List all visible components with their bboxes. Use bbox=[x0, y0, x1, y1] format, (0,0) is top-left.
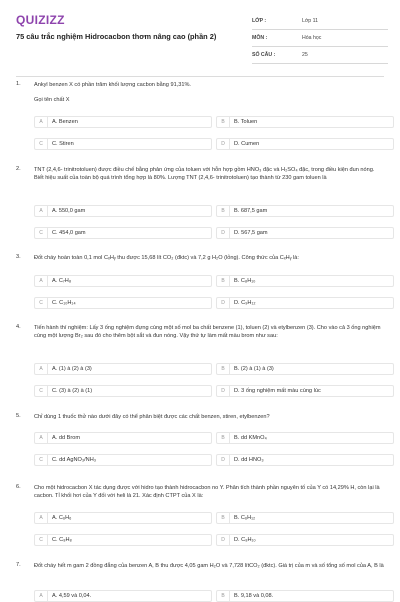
option-c[interactable] bbox=[34, 297, 212, 309]
option-letter: C bbox=[35, 139, 48, 149]
option-letter: D bbox=[217, 298, 230, 308]
question-number: 7. bbox=[16, 562, 21, 568]
option-c[interactable] bbox=[34, 534, 212, 546]
option-a[interactable] bbox=[34, 205, 212, 217]
option-text: B. (2) à (1) à (3) bbox=[234, 366, 274, 372]
question-text: TNT (2,4,6- trinitrotoluen) được điều chế bằng phản ứng của toluen với hỗn hợp gồm HNO₃ đặc và H₂SO₄ đặc, trong điều kiện đun nóng. Biết hiệu suất của toàn bộ quá trình tổng hợp là 80%. Lượng TNT (2,4,6- trinitrotoluen) tạo thành từ 230 gam toluen là bbox=[34, 167, 375, 182]
meta-value: Hóa học bbox=[302, 35, 322, 41]
option-c[interactable] bbox=[34, 454, 212, 466]
option-letter: A bbox=[35, 117, 48, 127]
meta-row-count bbox=[252, 47, 388, 64]
option-text: B. C₈H₁₀ bbox=[234, 278, 256, 284]
option-c[interactable] bbox=[34, 385, 212, 397]
option-d[interactable] bbox=[216, 227, 394, 239]
question-subtext: Gọi tên chất X bbox=[34, 97, 70, 103]
option-b[interactable] bbox=[216, 512, 394, 524]
question-text: Cho một hidrocacbon X tác dụng được với hidro tạo thành hidrocacbon no Y. Phân tích thành phần nguyên tố của Y có 14,29% H, còn lại là cacbon. Tỉ khối hơi của Y đối với heli là 21. Xác định CTPT của X là: bbox=[34, 485, 380, 500]
option-text: B. Toluen bbox=[234, 119, 258, 125]
option-text: A. (1) à (2) à (3) bbox=[52, 366, 92, 372]
question-text: Tiến hành thí nghiệm: Lấy 3 ống nghiệm đựng cùng một số mol ba chất benzene (1), toluen (2) và etylbenzen (3). Cho vào cả 3 ống nghiệm cùng một lượng Br₂ sau đó cho thêm bột sắt và đun nóng. Vậy thứ tự làm mất màu brom như sau: bbox=[34, 325, 381, 340]
option-text: A. Benzen bbox=[52, 119, 78, 125]
option-letter: B bbox=[217, 433, 230, 443]
option-text: C. C₁₀H₁₄ bbox=[52, 300, 76, 306]
option-d[interactable] bbox=[216, 534, 394, 546]
question-text: Chỉ dùng 1 thuốc thử nào dưới đây có thể phân biệt được các chất benzen, stiren, etylbenzen? bbox=[34, 414, 270, 420]
meta-value: 25 bbox=[302, 52, 308, 58]
question-number: 1. bbox=[16, 81, 21, 87]
question-text: Đốt cháy hoàn toàn 0,1 mol CₓHᵧ thu được 15,68 lít CO₂ (đktc) và 7,2 g H₂O (lỏng). Công thức của CₓHᵧ là: bbox=[34, 255, 299, 261]
option-letter: C bbox=[35, 535, 48, 545]
question-number: 2. bbox=[16, 166, 21, 172]
option-a[interactable] bbox=[34, 432, 212, 444]
option-b[interactable] bbox=[216, 205, 394, 217]
option-letter: D bbox=[217, 139, 230, 149]
meta-label: MÔN : bbox=[252, 35, 268, 41]
option-text: C. 454,0 gam bbox=[52, 230, 86, 236]
option-d[interactable] bbox=[216, 297, 394, 309]
option-letter: B bbox=[217, 513, 230, 523]
option-text: D. C₉H₁₂ bbox=[234, 300, 256, 306]
option-letter: A bbox=[35, 433, 48, 443]
worksheet-header bbox=[0, 0, 400, 70]
option-text: B. 9,18 và 0,08. bbox=[234, 593, 274, 599]
option-letter: A bbox=[35, 206, 48, 216]
question-text: Ankyl benzen X có phần trăm khối lượng cacbon bằng 91,31%. bbox=[34, 82, 191, 88]
option-letter: A bbox=[35, 513, 48, 523]
meta-value: Lớp 11 bbox=[302, 18, 318, 24]
question-5 bbox=[16, 413, 390, 473]
meta-label: SỐ CÂU : bbox=[252, 52, 276, 58]
question-number: 4. bbox=[16, 324, 21, 330]
option-letter: B bbox=[217, 276, 230, 286]
option-text: D. 3 ống nghiệm mất màu cùng lúc bbox=[234, 388, 321, 394]
option-letter: C bbox=[35, 455, 48, 465]
option-text: C. dd AgNO₃/NH₃ bbox=[52, 457, 97, 463]
option-text: A. dd Brom bbox=[52, 435, 80, 441]
question-text: Đốt cháy hết m gam 2 đồng đẳng của benzen A, B thu được 4,05 gam H₂O và 7,728 lítCO₂ (đktc). Giá trị của m và số tổng số mol của A, B là bbox=[34, 563, 384, 569]
option-text: A. 4,59 và 0,04. bbox=[52, 593, 92, 599]
option-letter: A bbox=[35, 591, 48, 601]
question-1 bbox=[16, 81, 390, 161]
option-d[interactable] bbox=[216, 385, 394, 397]
question-2 bbox=[16, 166, 390, 246]
option-letter: C bbox=[35, 386, 48, 396]
option-b[interactable] bbox=[216, 275, 394, 287]
option-text: A. C₆H₆ bbox=[52, 515, 72, 521]
question-6 bbox=[16, 484, 390, 552]
option-letter: B bbox=[217, 364, 230, 374]
question-number: 3. bbox=[16, 254, 21, 260]
meta-row-subject bbox=[252, 30, 388, 47]
meta-row-grade bbox=[252, 13, 388, 30]
option-letter: D bbox=[217, 386, 230, 396]
option-letter: A bbox=[35, 364, 48, 374]
question-number: 6. bbox=[16, 484, 21, 490]
option-a[interactable] bbox=[34, 275, 212, 287]
option-b[interactable] bbox=[216, 432, 394, 444]
option-text: D. Cumen bbox=[234, 141, 260, 147]
option-b[interactable] bbox=[216, 116, 394, 128]
option-b[interactable] bbox=[216, 363, 394, 375]
document-title: 75 câu trắc nghiệm Hidrocacbon thơm nâng cao (phần 2) bbox=[16, 32, 217, 41]
option-text: B. 687,5 gam bbox=[234, 208, 268, 214]
option-text: C. Stiren bbox=[52, 141, 74, 147]
option-letter: A bbox=[35, 276, 48, 286]
option-text: C. C₈H₈ bbox=[52, 537, 72, 543]
header-divider bbox=[16, 76, 384, 77]
option-text: D. dd HNO₃ bbox=[234, 457, 264, 463]
question-3 bbox=[16, 254, 390, 324]
option-letter: D bbox=[217, 535, 230, 545]
option-d[interactable] bbox=[216, 138, 394, 150]
option-a[interactable] bbox=[34, 116, 212, 128]
option-text: B. C₆H₁₂ bbox=[234, 515, 256, 521]
option-text: B. dd KMnO₄ bbox=[234, 435, 267, 441]
option-letter: B bbox=[217, 591, 230, 601]
option-text: A. C₇H₈ bbox=[52, 278, 72, 284]
option-text: A. 550,0 gam bbox=[52, 208, 86, 214]
option-letter: B bbox=[217, 206, 230, 216]
option-letter: B bbox=[217, 117, 230, 127]
question-7 bbox=[16, 562, 390, 600]
meta-label: LỚP : bbox=[252, 18, 267, 24]
option-text: C. (3) à (2) à (1) bbox=[52, 388, 93, 394]
option-text: D. C₈H₁₀ bbox=[234, 537, 256, 543]
option-b[interactable] bbox=[216, 590, 394, 602]
quizizz-logo[interactable]: QUIZIZZ bbox=[16, 13, 65, 27]
option-letter: D bbox=[217, 228, 230, 238]
option-d[interactable] bbox=[216, 454, 394, 466]
option-letter: D bbox=[217, 455, 230, 465]
option-c[interactable] bbox=[34, 227, 212, 239]
option-a[interactable] bbox=[34, 363, 212, 375]
meta-table bbox=[252, 13, 388, 64]
option-text: D. 567,5 gam bbox=[234, 230, 268, 236]
option-letter: C bbox=[35, 298, 48, 308]
option-a[interactable] bbox=[34, 512, 212, 524]
question-4 bbox=[16, 324, 390, 408]
option-c[interactable] bbox=[34, 138, 212, 150]
option-letter: C bbox=[35, 228, 48, 238]
question-number: 5. bbox=[16, 413, 21, 419]
option-a[interactable] bbox=[34, 590, 212, 602]
